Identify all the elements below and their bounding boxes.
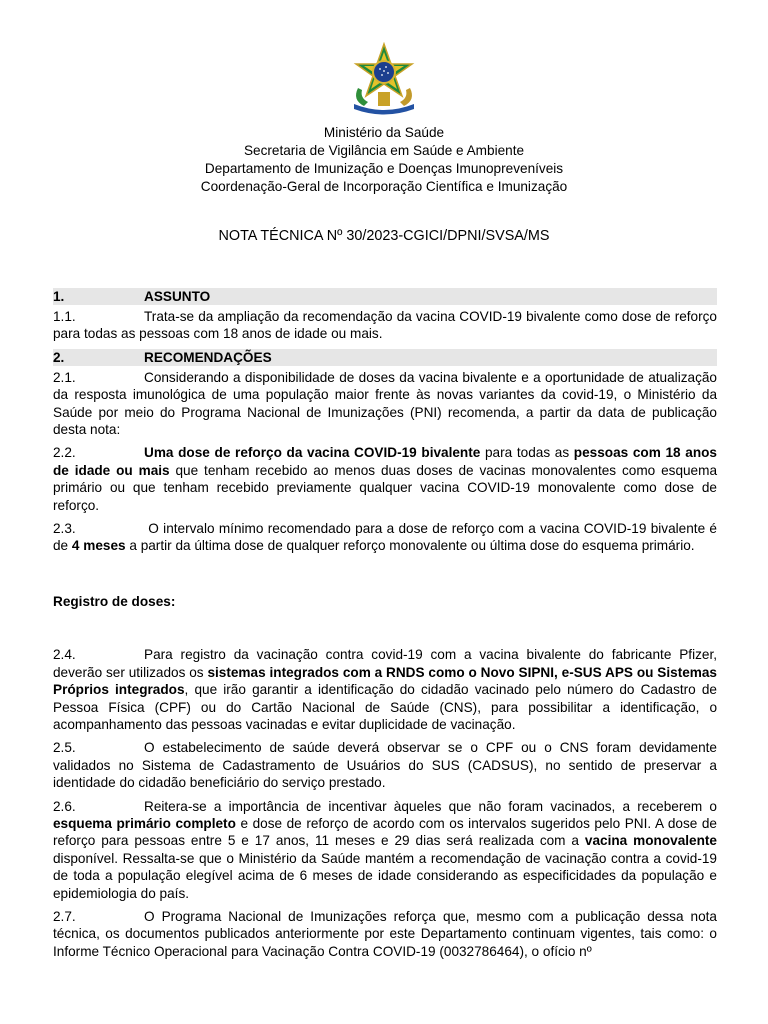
bold-text: Uma dose de reforço da vacina COVID-19 bivalente (144, 445, 481, 461)
paragraph-2-6 (53, 798, 717, 902)
paragraph-text: e dose de reforço de acordo com os intervalos sugeridos pelo PNI. A dose de reforço para pessoas entre 5 e 17 anos, 11 meses e 29 dias será realizada com a (53, 815, 717, 849)
document-header (0, 124, 768, 196)
paragraph-text: disponível. Ressalta-se que o Ministério da Saúde mantém a recomendação de vacinação contra a covid-19 de toda a população elegível acima de 6 meses de idade considerando as especificidades da população e epidemiologia do país. (53, 850, 717, 901)
ministry-name: Ministério da Saúde (323, 125, 445, 140)
paragraph-2-7 (53, 908, 717, 960)
paragraph-text: O Programa Nacional de Imunizações reforça que, mesmo com a publicação dessa nota técnica, os documentos publicados anteriormente por este Departamento continuam vigentes, tais como: o Informe Técnico Operacional para Vacinação Contra COVID-19 (0032786464), o ofício nº (53, 908, 717, 959)
section-number: 1. (53, 289, 65, 304)
document-body (53, 288, 717, 966)
paragraph-text: O estabelecimento de saúde deverá observar se o CPF ou o CNS foram devidamente validados no Sistema de Cadastramento de Usuários do SUS (CADSUS), no sentido de preservar a identidade do cidadão beneficiário do serviço prestado. (53, 740, 717, 791)
paragraph-2-5 (53, 739, 717, 791)
coat-of-arms-icon (344, 42, 424, 116)
paragraph-number: 2.7. (53, 908, 76, 924)
section-number: 2. (53, 349, 65, 365)
paragraph-text: Para registro da vacinação contra covid-19 com a vacina bivalente do fabricante Pfizer, deverão ser utilizados os (53, 647, 717, 680)
paragraph-text: Reitera-se a importância de incentivar àqueles que não foram vacinados, a receberem o (144, 798, 717, 814)
paragraph-number: 2.6. (53, 798, 76, 814)
paragraph-text: para todas as (480, 445, 574, 461)
paragraph-number: 2.1. (53, 369, 76, 385)
paragraph-text: Trata-se da ampliação da recomendação da vacina COVID-19 bivalente como dose de reforço para todas as pessoas com 18 anos de idade ou mais. (53, 309, 717, 342)
paragraph-text: a partir da última dose de qualquer reforço monovalente ou última dose do esquema primário. (125, 538, 695, 554)
department-name: Departamento de Imunização e Doenças Imunopreveníveis (204, 161, 564, 176)
paragraph-number: 2.2. (53, 445, 76, 461)
bold-text: esquema primário completo (53, 815, 236, 831)
bold-text: pessoas com 18 anos de idade ou mais (53, 445, 717, 478)
bold-text: 4 meses (71, 538, 126, 554)
paragraph-number: 1.1. (53, 309, 76, 324)
paragraph-text: Considerando a disponibilidade de doses da vacina bivalente e a oportunidade de atualização da resposta imunológica de uma população maior frente às novas variantes da covid-19, o Ministério da Saúde por meio do Programa Nacional de Imunizações (PNI) recomenda, a partir da data de publicação desta nota: (53, 369, 717, 438)
paragraph-2-4 (53, 646, 717, 733)
section-heading-recomendacoes (53, 349, 717, 366)
secretariat-name: Secretaria de Vigilância em Saúde e Ambiente (243, 143, 525, 158)
note-title: NOTA TÉCNICA Nº 30/2023-CGICI/DPNI/SVSA/MS (218, 228, 550, 244)
bold-text: vacina monovalente (584, 833, 717, 849)
bold-text: sistemas integrados com a RNDS como o Novo SIPNI, e-SUS APS ou Sistemas Próprios integrados (53, 664, 717, 698)
paragraph-2-2 (53, 444, 717, 514)
paragraph-text: que tenham recebido ao menos duas doses de vacinas monovalentes como esquema primário ou que tenham recebido previamente qualquer vacina COVID-19 monovalente como dose de reforço. (53, 462, 718, 513)
paragraph-number: 2.4. (53, 647, 76, 663)
paragraph-text: , que irão garantir a identificação do cidadão vacinado pelo número do Cadastro de Pessoa Física (CPF) ou do Cartão Nacional de Saúde (CNS), para possibilitar a identificação, o acompanhamento das pessoas vacinadas e evitar duplicidade de vacinação. (53, 682, 717, 732)
paragraph-2-1 (53, 369, 717, 439)
paragraph-number: 2.3. (53, 521, 76, 537)
paragraph-number: 2.5. (53, 740, 76, 756)
paragraph-1-1 (53, 308, 717, 343)
section-heading-assunto (53, 288, 717, 305)
registro-label: Registro de doses: (53, 593, 176, 609)
coordination-name: Coordenação-Geral de Incorporação Científica e Imunização (200, 179, 568, 194)
paragraph-text: O intervalo mínimo recomendado para a dose de reforço com a vacina COVID-19 bivalente é de (53, 521, 717, 554)
paragraph-2-3 (53, 520, 717, 555)
section-title: ASSUNTO (144, 289, 211, 304)
section-title: RECOMENDAÇÕES (144, 349, 272, 365)
